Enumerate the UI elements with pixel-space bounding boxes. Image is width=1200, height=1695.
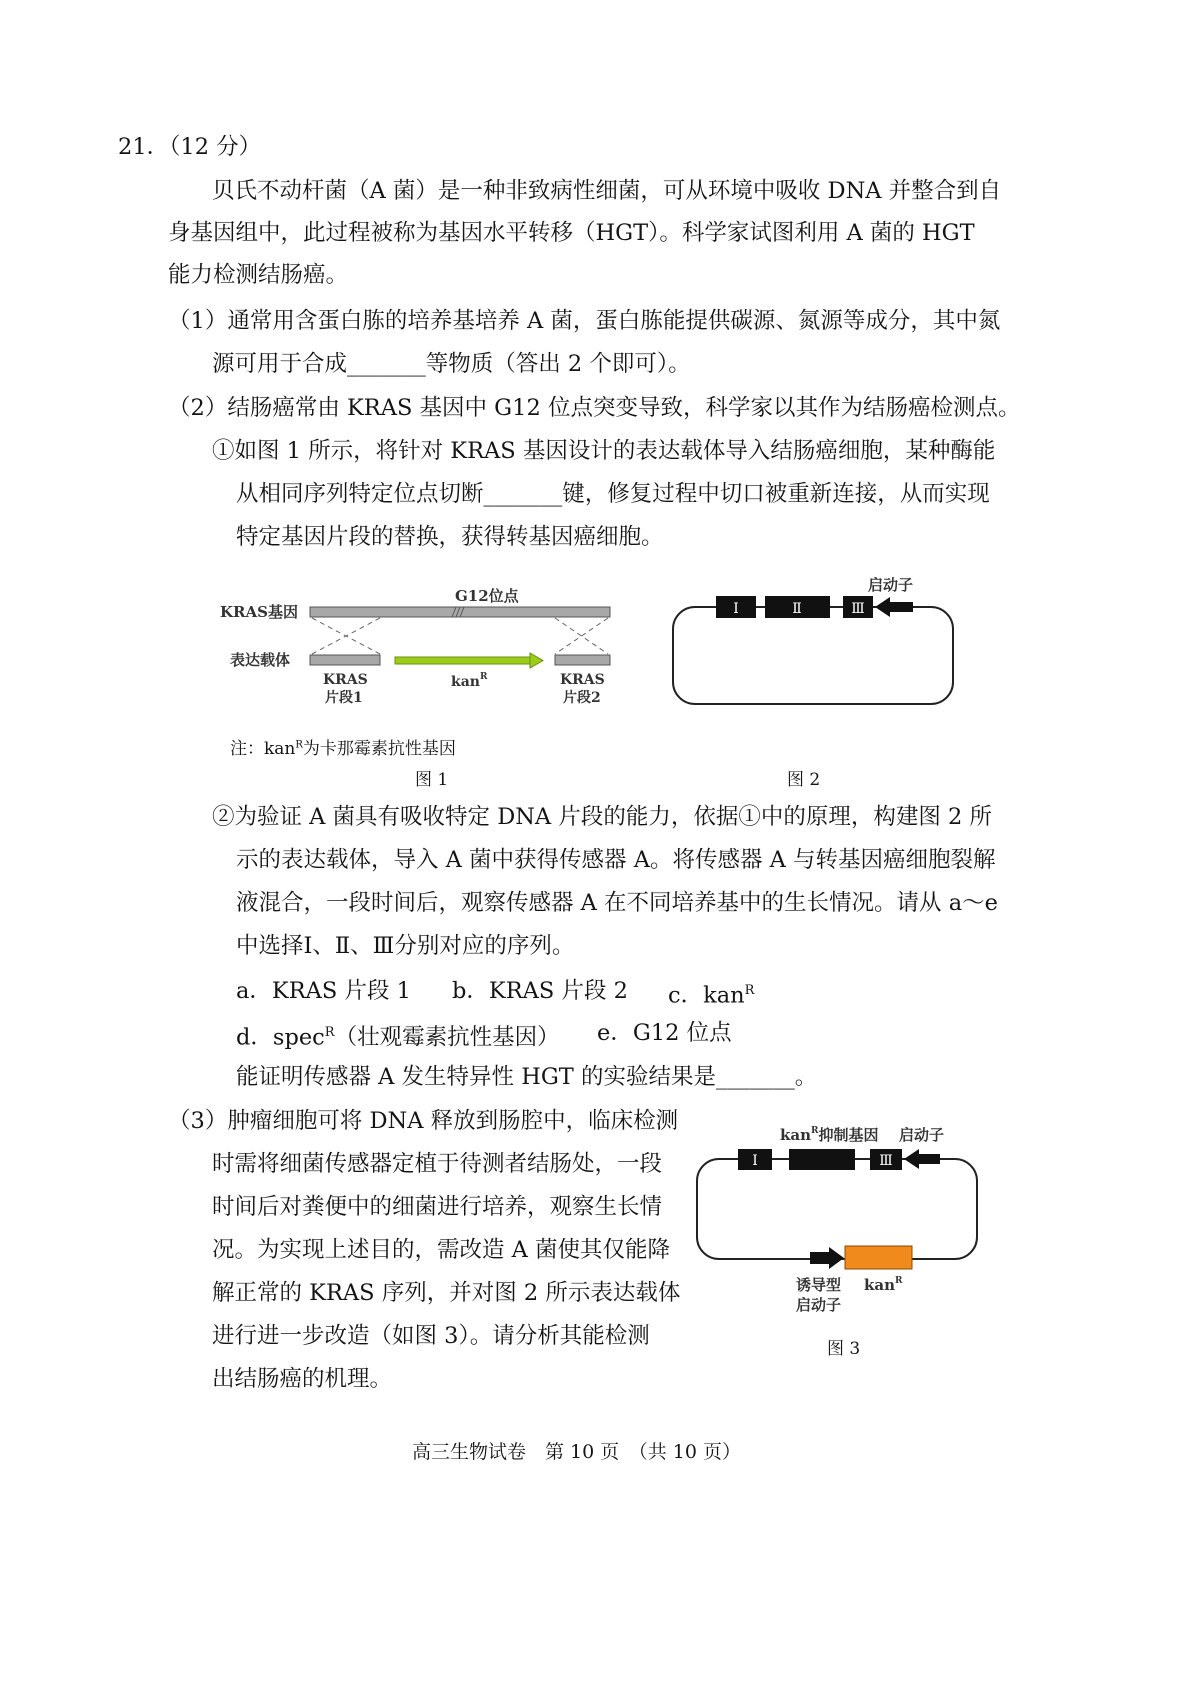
intro-line-2: 身基因组中，此过程被称为基因水平转移（HGT）。科学家试图利用 A 菌的 HGT: [168, 220, 975, 246]
box-I-label: Ⅰ: [733, 601, 739, 617]
inducible-promoter-arrow: [810, 1247, 844, 1269]
promoter-label: 启动子: [899, 1126, 945, 1144]
fragment1-label: 片段1: [325, 690, 363, 706]
kanR-box: [845, 1246, 912, 1269]
part2-2-line-3: 液混合，一段时间后，观察传感器 A 在不同培养基中的生长情况。请从 a～e: [236, 890, 998, 916]
figure-3: [692, 1118, 992, 1318]
option-d: d．spec$^R$（壮观霉素抗性基因）: [236, 1024, 560, 1051]
kras-fragment-1-bar: [310, 655, 380, 665]
page-footer: 高三生物试卷 第 10 页 （共 10 页）: [412, 1441, 742, 1463]
part3-line-1: （3）肿瘤细胞可将 DNA 释放到肠腔中，临床检测: [168, 1108, 679, 1134]
part2-2-line-1: ②为验证 A 菌具有吸收特定 DNA 片段的能力，依据①中的原理，构建图 2 所: [212, 804, 992, 830]
option-b: b．KRAS 片段 2: [452, 978, 628, 1004]
intro-line-1: 贝氏不动杆菌（A 菌）是一种非致病性细菌，可从环境中吸收 DNA 并整合到自: [212, 178, 1002, 204]
figure1-caption: 图 1: [415, 770, 449, 790]
figure-2: [668, 572, 968, 712]
figure1-note: 注：kan$^R$为卡那霉素抗性基因: [230, 739, 456, 759]
kanR-label: kan$^R$: [864, 1276, 903, 1294]
option-a: a．KRAS 片段 1: [236, 978, 411, 1004]
question-number: 21．（12 分）: [118, 134, 262, 160]
part2-1-line-2: 从相同序列特定位点切断_______键，修复过程中切口被重新连接，从而实现: [236, 481, 990, 507]
part3-line-5: 解正常的 KRAS 序列，并对图 2 所示表达载体: [212, 1280, 681, 1306]
figure2-caption: 图 2: [787, 770, 821, 790]
part1-line-2: 源可用于合成_______等物质（答出 2 个即可）。: [212, 351, 691, 377]
part3-line-7: 出结肠癌的机理。: [212, 1366, 393, 1392]
suppressor-label: kan$^R$抑制基因: [780, 1126, 879, 1144]
inducible-label: 诱导型: [796, 1276, 842, 1294]
part2-intro: （2）结肠癌常由 KRAS 基因中 G12 位点突变导致，科学家以其作为结肠癌检测点。: [168, 395, 1021, 421]
fragment2-label: 片段2: [563, 690, 601, 706]
plasmid-loop: [673, 607, 953, 704]
fragment2-top-label: KRAS: [560, 672, 605, 688]
kras-fragment-2-bar: [555, 655, 610, 665]
promoter-arrow: [875, 597, 913, 617]
box-I-label: Ⅰ: [752, 1153, 758, 1169]
part3-line-6: 进行进一步改造（如图 3）。请分析其能检测: [212, 1323, 650, 1349]
kras-gene-bar: [310, 607, 610, 617]
option-e: e．G12 位点: [597, 1020, 732, 1046]
plasmid-loop: [697, 1159, 977, 1259]
kras-gene-label: KRAS基因: [220, 603, 298, 621]
part2-1-line-3: 特定基因片段的替换，获得转基因癌细胞。: [236, 524, 664, 550]
part2-1-line-1: ①如图 1 所示，将针对 KRAS 基因设计的表达载体导入结肠癌细胞，某种酶能: [212, 438, 996, 464]
option-c: c．kan$^R$: [668, 982, 755, 1009]
figure-1: [215, 578, 635, 718]
box-III-label: Ⅲ: [879, 1153, 893, 1169]
promoter-label: 启动子: [868, 576, 914, 594]
part2-2-line-4: 中选择Ⅰ、Ⅱ、Ⅲ分别对应的序列。: [236, 933, 575, 959]
part2-2-line-2: 示的表达载体，导入 A 菌中获得传感器 A。将传感器 A 与转基因癌细胞裂解: [236, 847, 996, 873]
part3-line-2: 时需将细菌传感器定植于待测者结肠处，一段: [212, 1151, 663, 1177]
kanR-arrow: [395, 653, 543, 668]
part1-line-1: （1）通常用含蛋白胨的培养基培养 A 菌，蛋白胨能提供碳源、氮源等成分，其中氮: [168, 308, 1001, 334]
promoter-arrow: [904, 1149, 940, 1169]
part3-line-3: 时间后对粪便中的细菌进行培养，观察生长情: [212, 1194, 663, 1220]
g12-label: G12位点: [455, 587, 519, 605]
part3-line-4: 况。为实现上述目的，需改造 A 菌使其仅能降: [212, 1237, 671, 1263]
intro-line-3: 能力检测结肠癌。: [168, 262, 349, 288]
inducible-label-2: 启动子: [796, 1296, 842, 1314]
box-III-label: Ⅲ: [851, 601, 865, 617]
kanR-label: kan$^R$: [451, 672, 488, 690]
fragment1-top-label: KRAS: [323, 672, 368, 688]
figure3-caption: 图 3: [827, 1339, 861, 1359]
vector-label: 表达载体: [230, 651, 291, 669]
box-II-label: Ⅱ: [792, 601, 802, 617]
suppressor-gene-box: [789, 1149, 855, 1170]
part2-result: 能证明传感器 A 发生特异性 HGT 的实验结果是_______。: [236, 1064, 818, 1090]
crossover-lines: [312, 618, 608, 654]
